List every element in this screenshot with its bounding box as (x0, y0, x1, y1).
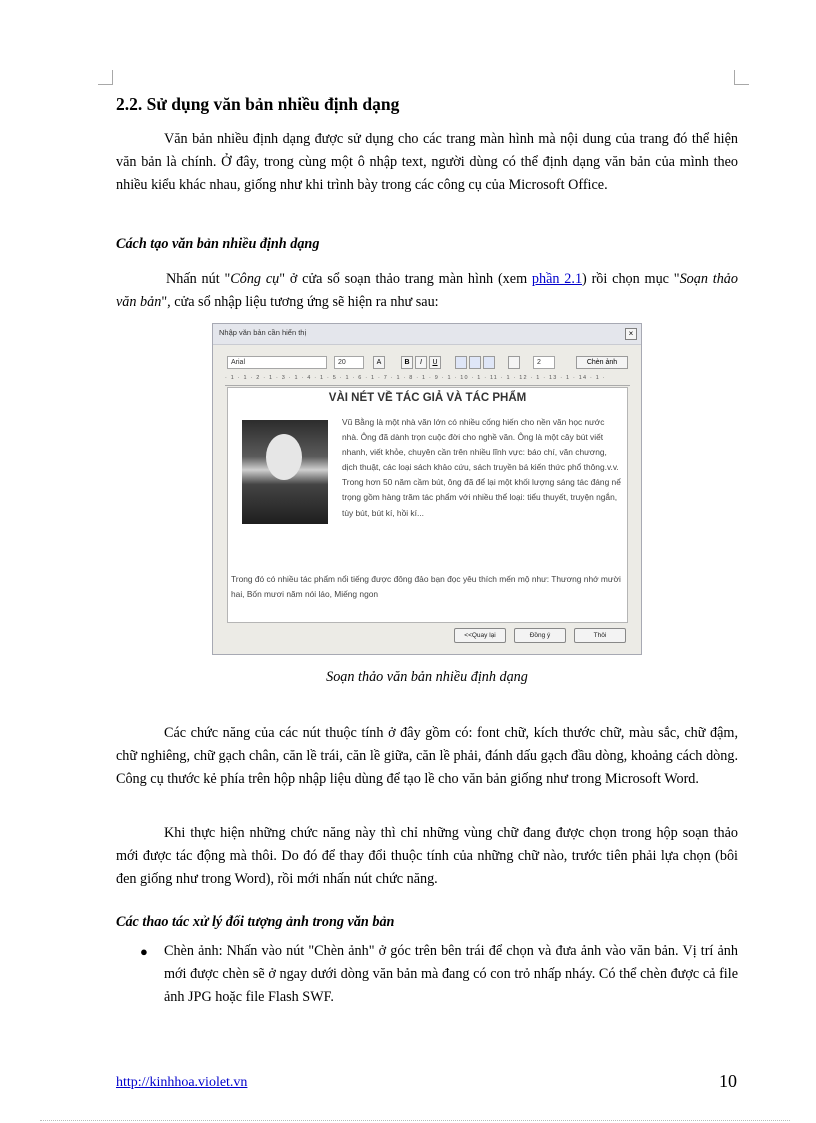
figure-caption: Soạn thảo văn bản nhiều định dạng (326, 669, 528, 685)
intro-line: Văn bản nhiều định dạng được sử dụng cho các trang màn hình mà nội dung của trang (164, 131, 669, 147)
footer-divider (40, 1120, 790, 1121)
close-icon[interactable]: × (625, 328, 637, 340)
intro-line: Microsoft Office. (508, 177, 608, 193)
ruler[interactable]: · 1 · 1 · 2 · 1 · 3 · 1 · 4 · 1 · 5 · 1 · 6 · 1 · 7 · 1 · 8 · 1 · 9 · 1 · 10 · 1 · 11 · 1 · 12 · 1 · 13 · 1 · 14 · 1 · (225, 375, 630, 386)
bold-button[interactable]: B (401, 356, 413, 369)
footer-url[interactable] (116, 1075, 247, 1091)
align-center-icon[interactable] (469, 356, 481, 369)
align-left-icon[interactable] (455, 356, 467, 369)
cancel-button[interactable]: Thôi (574, 628, 626, 643)
text-run-italic: Soạn thảo văn bản (116, 271, 738, 310)
bullet-list-icon[interactable] (508, 356, 520, 369)
editor-screenshot (212, 323, 642, 655)
color-button[interactable]: A (373, 356, 385, 369)
underline-button[interactable]: U (429, 356, 441, 369)
intro-line: văn bản của mình theo nhiều kiểu khác nhau, giống như khi trình bày trong các công cụ của (116, 154, 738, 193)
instruction-paragraph (116, 268, 738, 314)
text-run: Nhấn nút " (166, 271, 231, 287)
italic-button[interactable]: I (415, 356, 427, 369)
window-title: Nhập văn bản cần hiển thị (219, 328, 307, 337)
intro-line: đó thể hiện văn bản là chính. Ở đây, trong cùng một ô nhập text, người dùng có thể định dạng (116, 131, 739, 170)
bullet-paragraph: Chèn ảnh: Nhấn vào nút "Chèn ảnh" ở góc trên bên trái để chọn và đưa ảnh vào văn bản. Vị trí ảnh mới được chèn sẽ ở ngay dưới dòng văn bản mà đang có con trỏ nhấp nháy. Có thể chèn được cả file ảnh JPG hoặc file Flash SWF. (164, 943, 738, 1005)
bullet-icon: ● (140, 944, 148, 959)
section-link[interactable]: phần 2.1 (531, 271, 583, 287)
text-run-italic: Công cụ (230, 271, 280, 287)
text-run: " ở cửa sổ soạn thảo trang màn hình (xem (279, 271, 532, 287)
doc-text-continued: Trong đó có nhiều tác phẩm nổi tiếng được đông đảo bạn đọc yêu thích mến mộ như: Thương nhớ mười hai, Bốn mươi năm nói láo, Miếng ngon (231, 574, 621, 600)
page-number: 10 (719, 1071, 737, 1091)
line-spacing-input[interactable]: 2 (533, 356, 555, 369)
doc-title: VÀI NÉT VỀ TÁC GIẢ VÀ TÁC PHẨM (328, 392, 527, 404)
portrait-face (266, 434, 302, 480)
intro-paragraph (116, 128, 738, 197)
subheading-create: Cách tạo văn bản nhiều định dạng (116, 236, 320, 252)
text-run: ", cửa sổ nhập liệu tương ứng sẽ hiện ra như sau: (161, 294, 439, 310)
text-run: " (673, 271, 680, 287)
font-select[interactable]: Arial (227, 356, 327, 369)
align-right-icon[interactable] (483, 356, 495, 369)
section-heading: 2.2. Sử dụng văn bản nhiều định dạng (116, 94, 400, 114)
author-photo (242, 420, 328, 524)
rich-text-editor[interactable] (227, 387, 628, 623)
subheading-image: Các thao tác xử lý đối tượng ảnh trong văn bản (116, 914, 395, 930)
window-titlebar (213, 324, 641, 345)
page-corner-mark (98, 70, 113, 85)
text-run: ) rồi chọn mục (582, 271, 669, 287)
functions-paragraph: Các chức năng của các nút thuộc tính ở đây gồm có: font chữ, kích thước chữ, màu sắc, chữ đậm, chữ nghiêng, chữ gạch chân, căn lề trái, căn lề giữa, căn lề phải, đánh dấu gạch đầu dòng, khoảng cách dòng. Công cụ thước kẻ phía trên hộp nhập liệu dùng để tạo lề cho văn bản giống như trong Microsoft Word. (116, 725, 738, 787)
footer-link[interactable]: http://kinhhoa.violet.vn (116, 1075, 248, 1090)
back-button[interactable]: <<Quay lại (454, 628, 506, 643)
size-select[interactable]: 20 (334, 356, 364, 369)
ok-button[interactable]: Đồng ý (514, 628, 566, 643)
insert-image-button[interactable]: Chèn ảnh (576, 356, 628, 369)
selection-paragraph: Khi thực hiện những chức năng này thì chỉ những vùng chữ đang được chọn trong hộp soạn thảo mới được tác động mà thôi. Do đó để thay đổi thuộc tính của những chữ nào, trước tiên phải lựa chọn (bôi đen giống như trong Word), rồi mới nhấn nút chức năng. (116, 825, 738, 887)
page-corner-mark (734, 70, 749, 85)
doc-text: Vũ Bằng là một nhà văn lớn có nhiều cống hiến cho nền văn học nước nhà. Ông đã dành trọn cuộc đời cho nghề văn. Ông là một cây bút viết nhanh, viết khỏe, chuyên cần trên nhiều lĩnh vực: báo chí, văn chương, dịch thuật, các loại sách khảo cứu, sách truyền bá kiến thức phổ thông.v.v. Trong hơn 50 năm cầm bút, ông đã để lại một khối lượng sáng tác đáng nể trọng gồm hàng trăm tác phẩm với nhiều thể loại: tiểu thuyết, truyện ngắn, tùy bút, bút kí, hồi kí... (342, 417, 621, 518)
